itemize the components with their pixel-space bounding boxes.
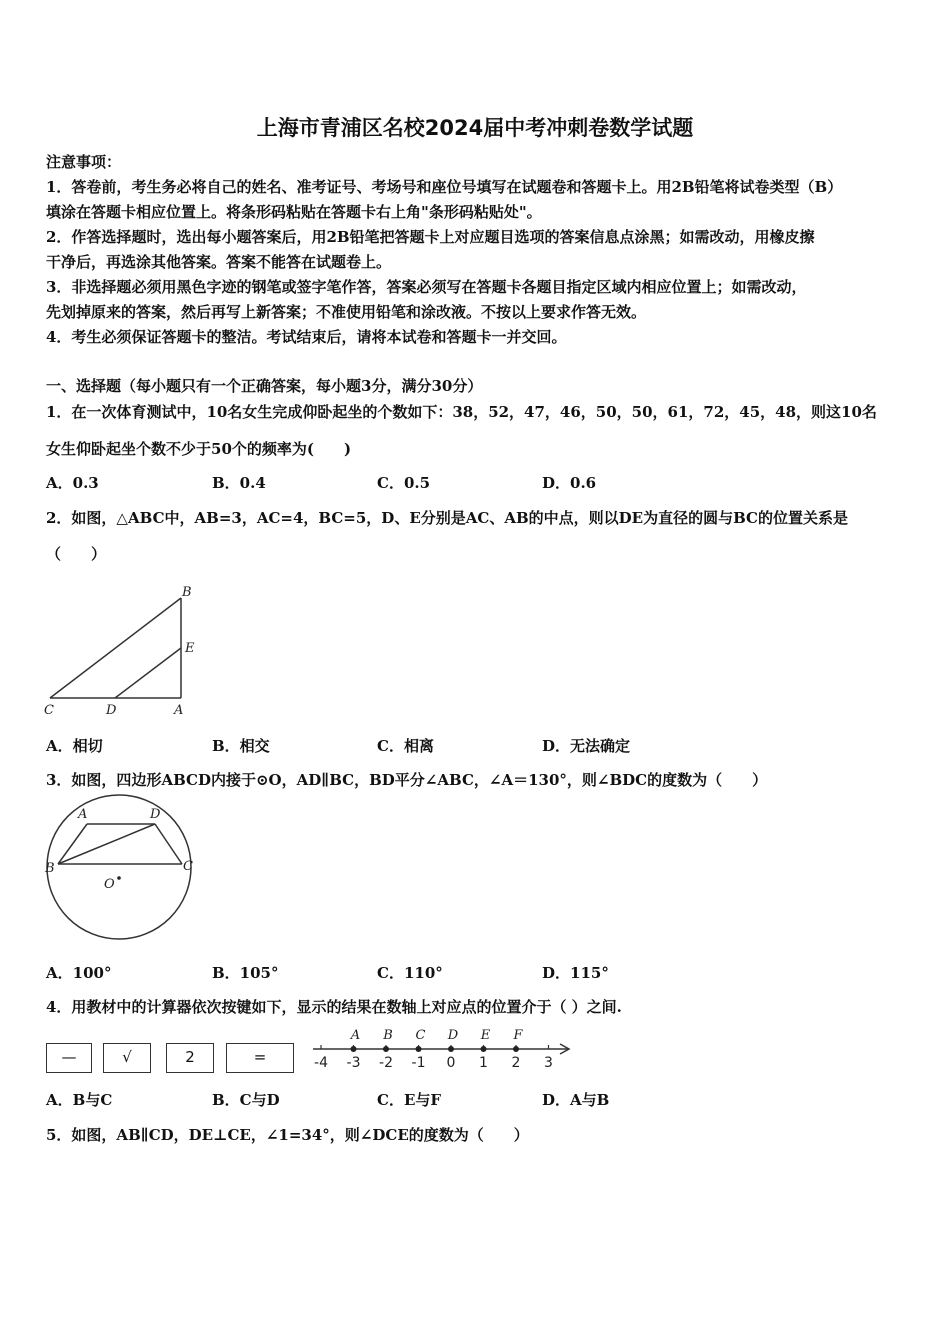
number-line xyxy=(305,1025,580,1075)
axis-tick-label: 3 xyxy=(544,1055,553,1071)
question-5-text: 5．如图，AB∥CD，DE⊥CE，∠1=34°，则∠DCE的度数为（ ） xyxy=(46,1126,529,1144)
axis-point xyxy=(416,1046,422,1052)
key-label: √ xyxy=(122,1048,132,1066)
axis-point-label: B xyxy=(383,1028,393,1043)
segment-cb xyxy=(50,598,181,698)
axis-point xyxy=(383,1046,389,1052)
label-b: B xyxy=(182,585,192,600)
axis-point-label: A xyxy=(350,1028,361,1043)
q1-option-b: B．0.4 xyxy=(212,474,266,492)
circle-o xyxy=(47,795,191,939)
notice-heading: 注意事项： xyxy=(46,153,122,171)
label-a: A xyxy=(174,703,184,718)
axis-point-label: E xyxy=(480,1028,491,1043)
label-c: C xyxy=(44,703,54,718)
notice-line: 3．非选择题必须用黑色字迹的钢笔或签字笔作答，答案必须写在答题卡各题目指定区域内相应位置上；如需改动， xyxy=(46,278,807,296)
q4-option-a: A．B与C xyxy=(46,1091,113,1109)
notice-line: 2．作答选择题时，选出每小题答案后，用2B铅笔把答题卡上对应题目选项的答案信息点涂黑；如需改动，用橡皮擦 xyxy=(46,228,815,246)
question-2-text: 2．如图，△ABC中，AB=3，AC=4，BC=5，D、E分别是AC、AB的中点，则以DE为直径的圆与BC的位置关系是 xyxy=(46,509,848,527)
calc-key-minus xyxy=(46,1043,92,1073)
key-label: = xyxy=(253,1048,267,1066)
question-1-text: 1．在一次体育测试中，10名女生完成仰卧起坐的个数如下：38，52，47，46，50，50，61，72，45，48，则这10名 xyxy=(46,403,877,421)
question-3-text: 3．如图，四边形ABCD内接于⊙O，AD∥BC，BD平分∠ABC，∠A＝130°，则∠BDC的度数为（ ） xyxy=(46,771,768,789)
calc-key-2 xyxy=(166,1043,214,1073)
label-a: A xyxy=(78,807,88,822)
center-dot xyxy=(117,876,121,880)
q2-option-a: A．相切 xyxy=(46,737,103,755)
label-d: D xyxy=(150,807,161,822)
q3-option-a: A．100° xyxy=(46,964,112,982)
section-heading: 一、选择题（每小题只有一个正确答案，每小题3分，满分30分） xyxy=(46,377,483,395)
q3-option-c: C．110° xyxy=(377,964,443,982)
label-b: B xyxy=(45,861,55,876)
notice-line: 填涂在答题卡相应位置上。将条形码粘贴在答题卡右上角"条形码粘贴处"。 xyxy=(46,203,542,221)
label-d: D xyxy=(106,703,117,718)
axis-point xyxy=(351,1046,357,1052)
axis-point-label: C xyxy=(415,1028,426,1043)
axis-tick-label: -1 xyxy=(411,1055,426,1071)
axis-tick-label: -3 xyxy=(346,1055,361,1071)
q4-option-b: B．C与D xyxy=(212,1091,280,1109)
question-1-text-2: 女生仰卧起坐个数不少于50个的频率为( ) xyxy=(46,440,352,458)
q4-option-d: D．A与B xyxy=(542,1091,610,1109)
q3-option-d: D．115° xyxy=(542,964,609,982)
label-c: C xyxy=(183,859,193,874)
axis-point xyxy=(481,1046,487,1052)
axis-tick-label: 0 xyxy=(446,1055,456,1071)
q1-option-c: C．0.5 xyxy=(377,474,431,492)
key-label: 2 xyxy=(185,1048,195,1066)
axis-tick-label: -4 xyxy=(314,1055,328,1071)
notice-line: 1．答卷前，考生务必将自己的姓名、准考证号、考场号和座位号填写在试题卷和答题卡上。用2B铅笔将试卷类型（B） xyxy=(46,178,843,196)
triangle-figure xyxy=(40,580,210,720)
notice-line: 先划掉原来的答案，然后再写上新答案；不准使用铅笔和涂改液。不按以上要求作答无效。 xyxy=(46,303,647,321)
page-title: 上海市青浦区名校2024届中考冲刺卷数学试题 xyxy=(256,116,694,140)
q2-option-c: C．相离 xyxy=(377,737,434,755)
axis-point-label: D xyxy=(447,1028,459,1043)
notice-line: 干净后，再选涂其他答案。答案不能答在试题卷上。 xyxy=(46,253,392,271)
axis-tick-label: -2 xyxy=(379,1055,393,1071)
axis-point xyxy=(448,1046,454,1052)
q3-option-b: B．105° xyxy=(212,964,279,982)
q4-option-c: C．E与F xyxy=(377,1091,442,1109)
q1-option-d: D．0.6 xyxy=(542,474,597,492)
axis-tick-label: 1 xyxy=(479,1055,488,1071)
circle-figure xyxy=(40,800,210,950)
axis-point xyxy=(513,1046,519,1052)
q1-option-a: A．0.3 xyxy=(46,474,99,492)
q2-option-d: D．无法确定 xyxy=(542,737,631,755)
segment-dc xyxy=(155,824,182,864)
segment-de xyxy=(115,648,181,698)
calc-key-equals xyxy=(226,1043,294,1073)
notice-line: 4．考生必须保证答题卡的整洁。考试结束后，请将本试卷和答题卡一并交回。 xyxy=(46,328,567,346)
axis-point-label: F xyxy=(513,1028,523,1043)
q2-option-b: B．相交 xyxy=(212,737,270,755)
calc-key-sqrt xyxy=(103,1043,151,1073)
axis-tick-label: 2 xyxy=(511,1055,521,1071)
key-label: — xyxy=(61,1048,77,1066)
label-e: E xyxy=(185,641,195,656)
question-2-text-2: （ ） xyxy=(46,545,107,563)
question-4-text: 4．用教材中的计算器依次按键如下，显示的结果在数轴上对应点的位置介于（ ）之间. xyxy=(46,998,622,1016)
label-o: O xyxy=(104,877,115,892)
